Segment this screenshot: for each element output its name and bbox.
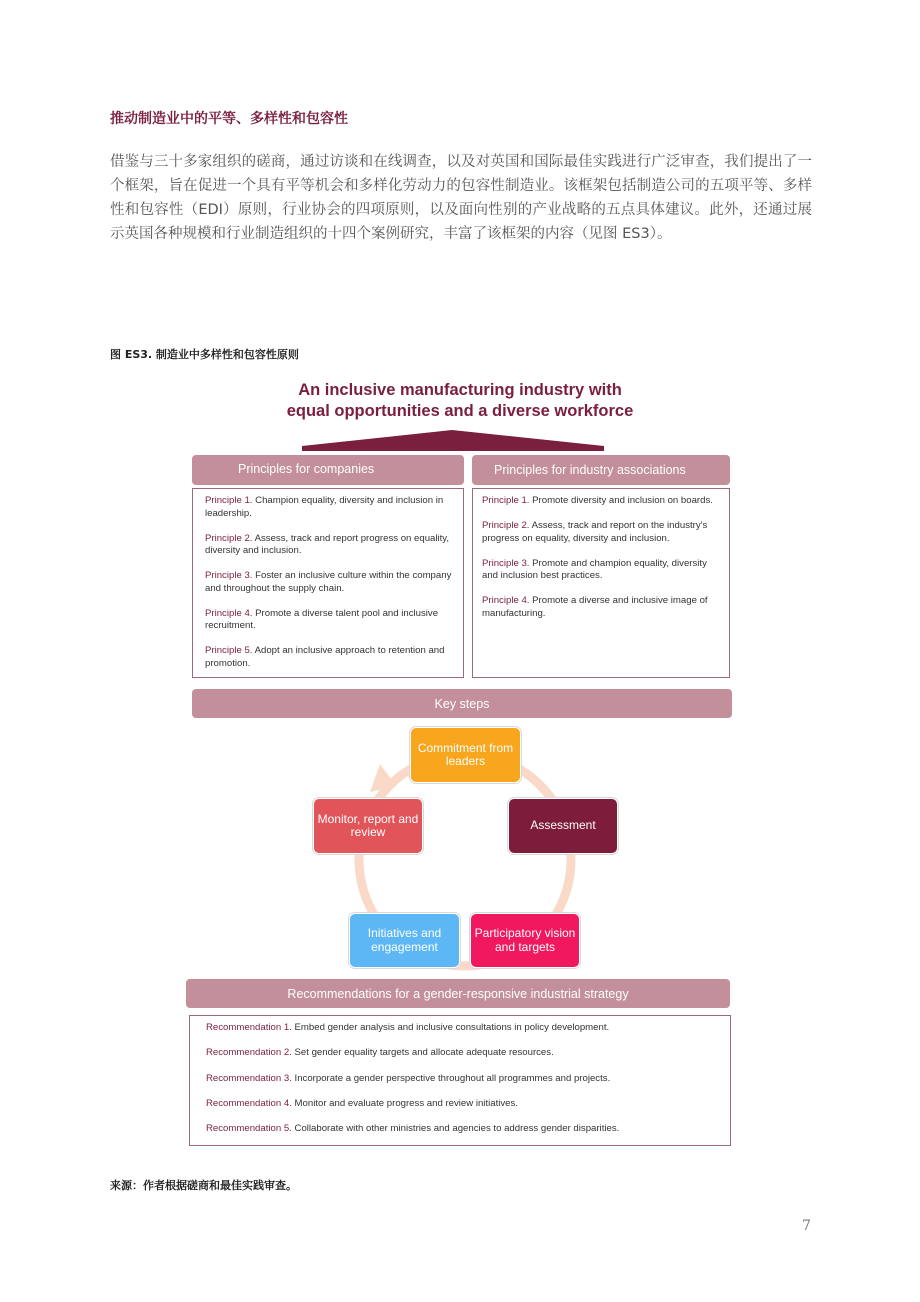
principle-label: Principle 2. xyxy=(205,532,253,544)
key-steps-header: Key steps xyxy=(192,689,732,718)
step-initiatives xyxy=(349,913,460,968)
associations-header: Principles for industry associations xyxy=(472,455,730,485)
recommendations-box xyxy=(189,1015,731,1146)
body-paragraph: 借鉴与三十多家组织的磋商，通过访谈和在线调查，以及对英国和国际最佳实践进行广泛审查，我们提出了一个框架，旨在促进一个具有平等机会和多样化劳动力的包容性制造业。该框架包括制造公司的五项平等、多样性和包容性（EDI）原则，行业协会的四项原则，以及面向性别的产业战略的五点具体建议。此外，还通过展示英国各种规模和行业制造组织的十四个案例研究，丰富了该框架的内容（见图 ES3）。 xyxy=(110,154,812,242)
principle-text: Promote a diverse and inclusive image of manufacturing. xyxy=(482,595,708,619)
principle-label: Principle 4. xyxy=(482,595,530,606)
step-monitor-label: Monitor, report and review xyxy=(317,811,419,839)
step-participatory xyxy=(470,913,580,968)
principle-text: Promote diversity and inclusion on boards. xyxy=(529,495,713,506)
companies-header: Principles for companies xyxy=(192,455,464,485)
principle-label: Principle 4. xyxy=(205,607,253,619)
principle-text: Assess, track and report on the industry's progress on equality, diversity and inclusion. xyxy=(482,520,708,544)
figure-title-line2: equal opportunities and a diverse workforce xyxy=(286,402,634,420)
step-initiatives-label: Initiatives and engagement xyxy=(367,926,442,954)
principle-text: Assess, track and report progress on equality, diversity and inclusion. xyxy=(205,532,450,556)
section-title: 推动制造业中的平等、多样性和包容性 xyxy=(110,111,348,127)
step-monitor xyxy=(313,798,423,854)
principle-label: Principle 3. xyxy=(482,557,530,569)
recommendation-text: Incorporate a gender perspective throughout all programmes and projects. xyxy=(291,1072,611,1084)
recommendation-text: Collaborate with other ministries and agencies to address gender disparities. xyxy=(291,1123,620,1135)
recommendation-5 xyxy=(206,1123,730,1136)
company-principle-4 xyxy=(205,608,453,633)
principle-text: Champion equality, diversity and inclusion in leadership. xyxy=(205,495,444,519)
banner-roof-shape xyxy=(296,426,608,452)
page-number: 7 xyxy=(802,1218,811,1234)
recommendation-text: Set gender equality targets and allocate adequate resources. xyxy=(291,1047,554,1059)
recommendation-text: Embed gender analysis and inclusive consultations in policy development. xyxy=(291,1022,610,1033)
recommendations-header: Recommendations for a gender-responsive industrial strategy xyxy=(186,979,730,1008)
companies-principles-box xyxy=(192,488,464,678)
recommendation-text: Monitor and evaluate progress and review initiatives. xyxy=(291,1097,518,1109)
recommendation-3 xyxy=(206,1073,730,1086)
recommendation-label: Recommendation 1. xyxy=(206,1022,292,1033)
principle-text: Adopt an inclusive approach to retention and promotion. xyxy=(205,645,445,669)
step-assessment-label: Assessment xyxy=(530,818,596,833)
source-note: 来源：作者根据磋商和最佳实践审查。 xyxy=(110,1179,297,1192)
principle-text: Promote a diverse talent pool and inclusive recruitment. xyxy=(205,607,439,631)
recommendation-1 xyxy=(206,1022,730,1035)
step-commitment-label: Commitment from leaders xyxy=(417,740,514,768)
principle-label: Principle 3. xyxy=(205,570,253,581)
principle-label: Principle 2. xyxy=(482,520,530,531)
company-principle-5 xyxy=(205,645,453,670)
figure-caption: 图 ES3. 制造业中多样性和包容性原则 xyxy=(110,348,299,361)
principle-label: Principle 1. xyxy=(205,495,253,506)
figure-title-line1: An inclusive manufacturing industry with xyxy=(298,381,622,399)
step-commitment xyxy=(410,727,521,783)
company-principle-1 xyxy=(205,495,453,520)
company-principle-2 xyxy=(205,533,453,558)
principle-label: Principle 1. xyxy=(482,495,530,506)
associations-principles-box xyxy=(472,488,730,678)
step-assessment xyxy=(508,798,618,854)
recommendation-label: Recommendation 3. xyxy=(206,1072,292,1084)
recommendation-2 xyxy=(206,1047,730,1060)
association-principle-3 xyxy=(482,558,719,583)
recommendation-label: Recommendation 2. xyxy=(206,1047,292,1059)
step-participatory-label: Participatory vision and targets xyxy=(474,926,576,954)
principle-text: Foster an inclusive culture within the company and throughout the supply chain. xyxy=(205,570,452,594)
recommendation-label: Recommendation 5. xyxy=(206,1123,292,1135)
recommendation-4 xyxy=(206,1098,730,1111)
association-principle-2 xyxy=(482,520,719,545)
recommendation-label: Recommendation 4. xyxy=(206,1097,292,1109)
company-principle-3 xyxy=(205,570,453,595)
association-principle-1 xyxy=(482,495,719,508)
principle-label: Principle 5. xyxy=(205,645,253,656)
principle-text: Promote and champion equality, diversity and inclusion best practices. xyxy=(482,557,707,581)
association-principle-4 xyxy=(482,595,719,620)
figure-title xyxy=(220,380,700,422)
